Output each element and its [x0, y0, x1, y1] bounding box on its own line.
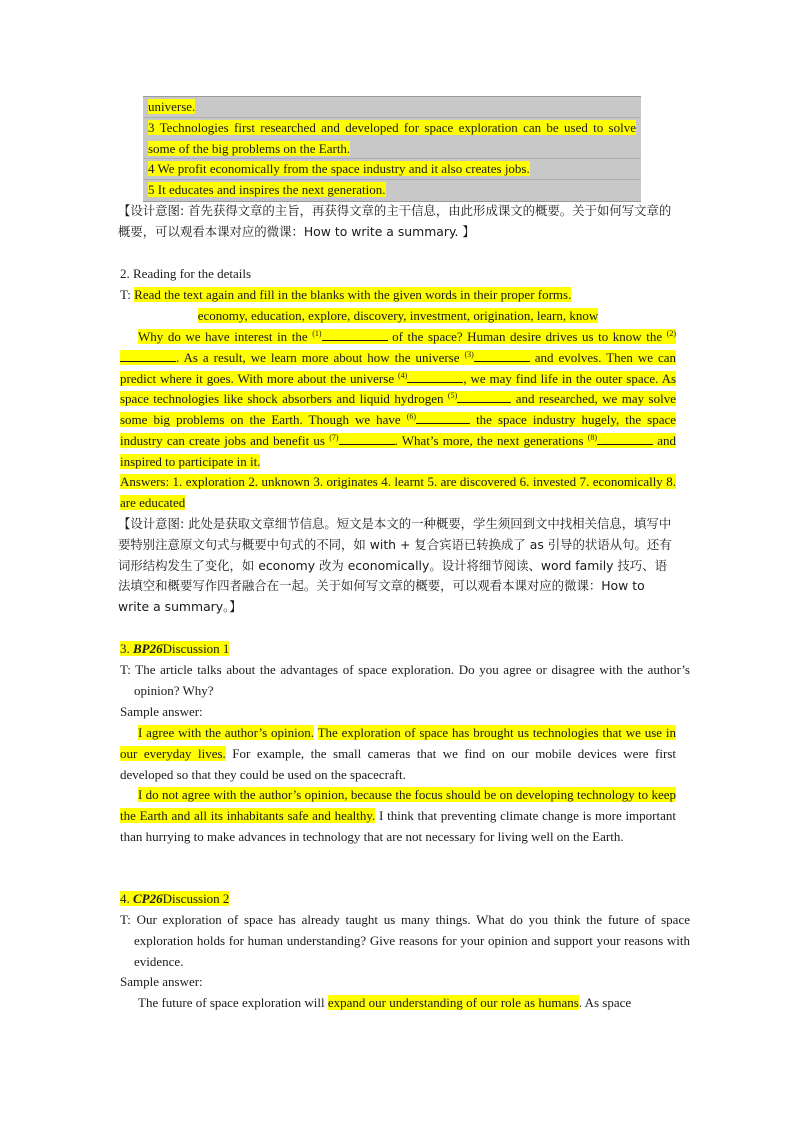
sample-answer-label: Sample answer:: [120, 704, 203, 719]
table-row: 4 We profit economically from the space industry and it also creates jobs.: [143, 159, 641, 180]
section-2-heading: 2. Reading for the details: [120, 266, 252, 281]
sample-answer-future: The future of space exploration will expand our understanding of our role as humans. As space: [138, 995, 632, 1010]
sample-answer-label: Sample answer:: [120, 974, 203, 989]
table-row: 5 It educates and inspires the next generation.: [148, 182, 386, 198]
section-3-question: T: The article talks about the advantages of space exploration. Do you agree or disagree with the author’s opinion? Why?: [120, 662, 690, 698]
answers: Answers: 1. exploration 2. unknown 3. originates 4. learnt 5. are discovered 6. invested 7. economically 8. are educated: [120, 474, 676, 510]
section-4-question: T: Our exploration of space has already taught us many things. What do you think the future of space exploration holds for human understanding? Give reasons for your opinion and support your reasons with evidence.: [120, 912, 690, 969]
sample-answer-agree: I agree with the author’s opinion. The exploration of space has brought us technologies that we use in our everyday lives. For example, the small cameras that we find on our mobile devices were first developed so that they could be used on the spacecraft.: [120, 725, 676, 782]
table-row: 3 Technologies first researched and developed for space exploration can be used to solve some of the big problems on the Earth.: [143, 118, 641, 160]
word-bank: economy, education, explore, discovery, investment, origination, learn, know: [197, 308, 599, 323]
fill-blank-passage: Why do we have interest in the $^{(1)}$ of the space? Human desire drives us to know the $^{(2)}$. As a result, we learn more about how the universe $^{(3)}$ and evolves. Then we can predict where it goes. With more about the universe $^{(4)}$ , we may find life in the outer space. As space technologies like shock absorbers and liquid hydrogen $^{(5)}$ and researched, we may solve some big problems on the Earth. Though we have $^{(6)}$ the space industry hugely, the space industry can create jobs and benefit us $^{(7)}$ . What’s more, the next generations $^{(8)}$ and inspired to participate in it.: [120, 329, 677, 469]
section-2-instruction: T: Read the text again and fill in the blanks with the given words in their proper forms.: [120, 287, 572, 302]
sample-answer-disagree: I do not agree with the author’s opinion, because the focus should be on developing technology to keep the Earth and all its inhabitants safe and healthy. I think that preventing climate change is more important than hurrying to make advances in technology that are not necessary for living well on the Earth.: [120, 787, 676, 844]
design-intent-2: 【设计意图: 此处是获取文章细节信息。短文是本文的一种概要，学生须回到文中找相关信息，填写中要特别注意原文句式与概要中句式的不同，如 with + 复合宾语已转换成了 as 引导的状语从句。还有词形结构发生了变化，如 economy 改为 economically。设计将细节阅读、word family 技巧、语法填空和概要写作四者融合在一起。关于如何写文章的概要，可以观看本课对应的微课：How to write a summary。】: [118, 516, 672, 615]
design-intent-1: 【设计意图: 首先获得文章的主旨，再获得文章的主干信息，由此形成课文的概要。关于如何写文章的概要，可以观看本课对应的微课：How to write a summary. 】: [118, 203, 672, 239]
section-4-heading: 4. CP26Discussion 2: [120, 891, 230, 906]
table-row: universe.: [143, 97, 641, 118]
section-3-heading: 3. BP26Discussion 1: [120, 641, 230, 656]
summary-table: [143, 96, 641, 202]
